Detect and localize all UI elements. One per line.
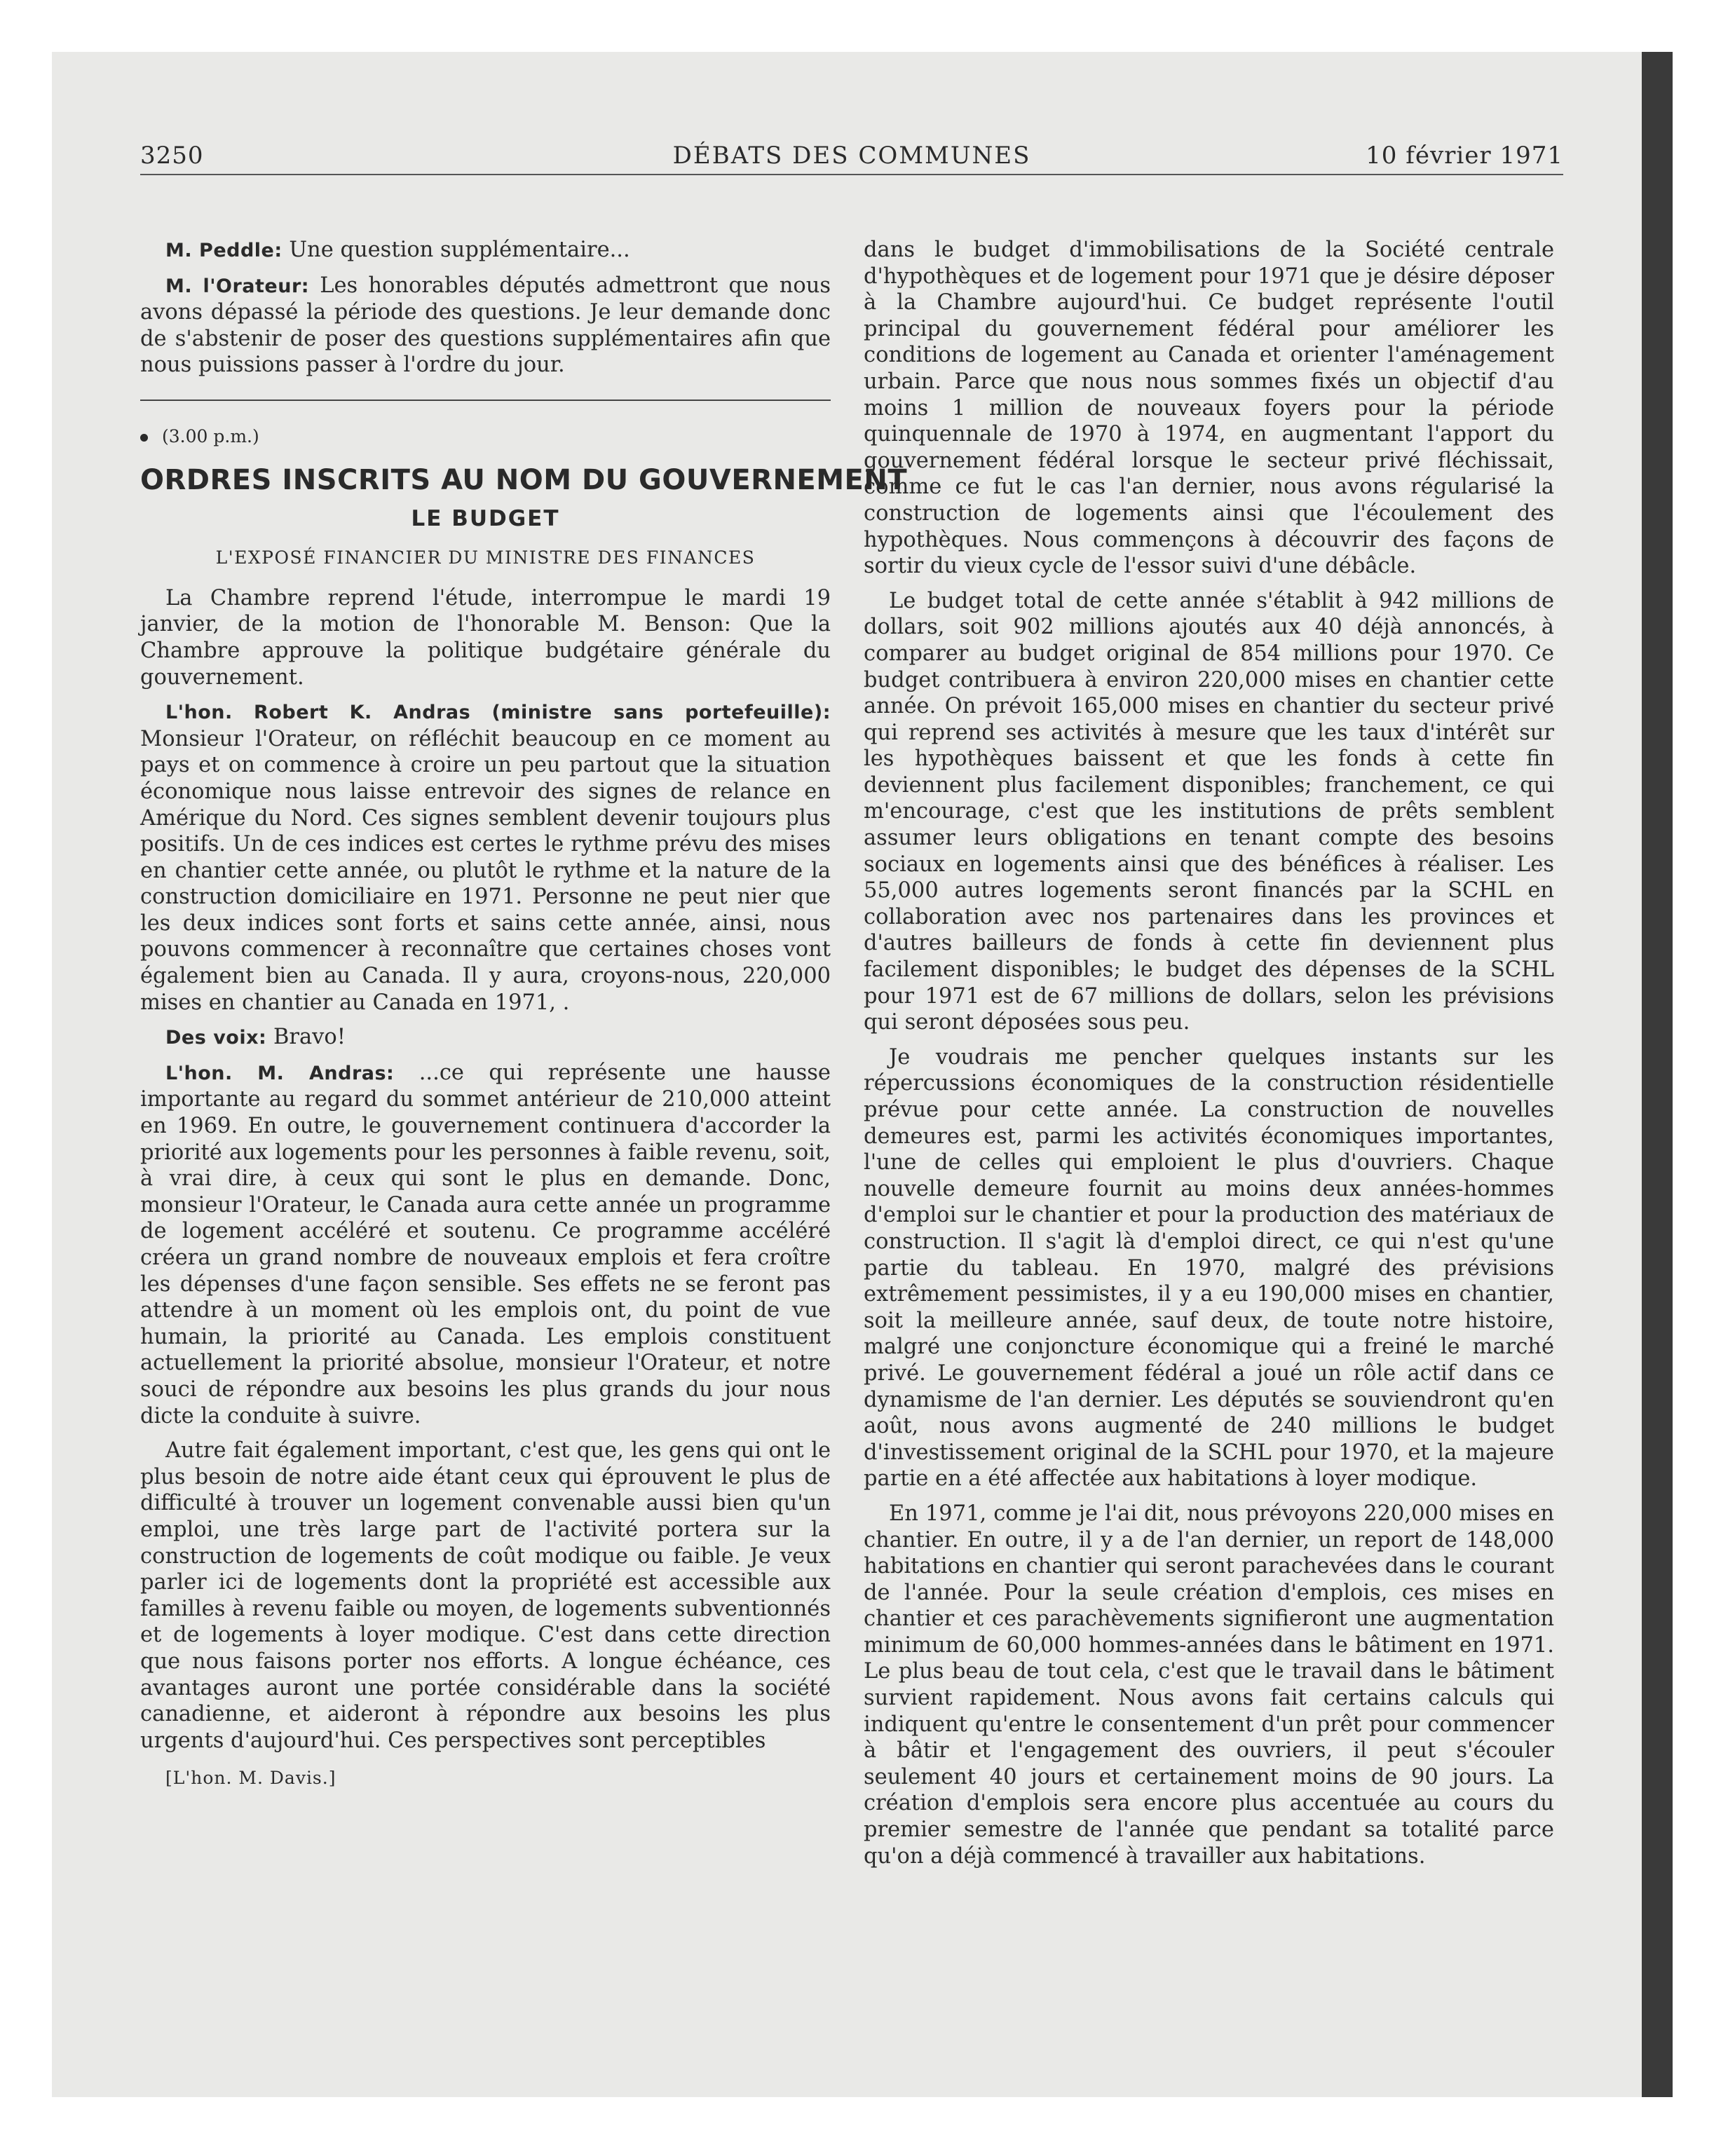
paragraph: La Chambre reprend l'étude, interrompue le mardi 19 janvier, de la motion de l'honorable M. Benson: Que la Chambre approuve la politique budgétaire générale du gouvernement. [140,585,831,690]
header-date: 10 février 1971 [1366,142,1563,170]
bullet-icon [140,434,148,442]
subsubheading: L'EXPOSÉ FINANCIER DU MINISTRE DES FINANCES [215,547,756,568]
speech-text: ...ce qui représente une hausse importante au regard du sommet antérieur de 210,000 atteint en 1969. En outre, le gouvernement continuera d'accorder la priorité aux logements pour les personnes à faible revenu, soit, à vrai dire, à ceux qui sont le plus en demande. Donc, monsieur l'Orateur, le Canada aura cette année un programme de logement accéléré et soutenu. Ce programme accéléré créera un grand nombre de nouveaux emplois et fera croître les dépenses d'une façon sensible. Ses effets ne se feront pas attendre à un moment où les emplois ont, du point de vue humain, la priorité au Canada. Les emplois constituent actuellement la priorité absolue, monsieur l'Orateur, et notre souci de répondre aux besoins les plus grands du jour nous dicte la conduite à suivre. [140,1060,831,1428]
right-column [864,237,1554,1878]
paragraph [140,1024,831,1051]
paragraph: En 1971, comme je l'ai dit, nous prévoyons 220,000 mises en chantier. En outre, il y a de l'an dernier, un report de 148,000 habitations en chantier qui seront parachevées dans le courant de l'année. Pour la seule création d'emplois, ces mises en chantier et ces parachèvements signifieront une augmentation minimum de 60,000 hommes-années dans le bâtiment en 1971. Le plus beau de tout cela, c'est que le travail dans le bâtiment survient rapidement. Nous avons fait certains calculs qui indiquent qu'entre le consentement d'un prêt pour commencer à bâtir et l'engagement des ouvriers, il peut s'écouler seulement 40 jours et certainement moins de 90 jours. La création d'emplois sera encore plus accentuée au cours du premier semestre de l'année que pendant sa totalité parce qu'on a déjà commencé à travailler aux habitations. [864,1501,1554,1869]
paragraph [140,1060,831,1429]
footer-note: [L'hon. M. Davis.] [165,1768,336,1789]
paragraph: Autre fait également important, c'est que, les gens qui ont le plus besoin de notre aide étant ceux qui éprouvent le plus de difficulté à trouver un logement convenable aussi bien qu'un emploi, une très large part de l'activité portera sur la construction de logements de coût modique ou faible. Je veux parler ici de logements dont la propriété est accessible aux familles à revenu faible ou moyen, de logements subventionnés et de logements à loyer modique. C'est dans cette direction que nous faisons porter nos efforts. A longue échéance, ces avantages auront une portée considérable dans la société canadienne, et aideront à répondre aux besoins les plus urgents d'aujourd'hui. Ces perspectives sont perceptibles [140,1438,831,1753]
speech-text: Les honorables députés admettront que nous avons dépassé la période des questions. Je leur demande donc de s'abstenir de poser des questions supplémentaires afin que nous puissions passer à l'ordre du jour. [140,273,831,378]
subheading: LE BUDGET [411,505,560,531]
speech-text: Une question supplémentaire... [282,238,630,262]
paragraph [140,237,831,264]
time-text: (3.00 p.m.) [162,425,259,446]
section-divider [140,400,831,401]
paragraph [140,273,831,378]
section-heading: ORDRES INSCRITS AU NOM DU GOUVERNEMENT [140,463,908,496]
left-column [140,237,908,1792]
time-stamp [140,423,831,450]
paragraph [140,699,831,1016]
page-number: 3250 [140,142,204,170]
paragraph: dans le budget d'immobilisations de la Société centrale d'hypothèques et de logement pour 1971 que je désire déposer à la Chambre aujourd'hui. Ce budget représente l'outil principal du gouvernement fédéral pour améliorer les conditions de logement au Canada et orienter l'aménagement urbain. Parce que nous nous sommes fixés un objectif d'au moins 1 million de nouveaux foyers pour la période quinquennale de 1970 à 1974, en augmentant l'apport du gouvernement fédéral lorsque le secteur privé fléchissait, comme ce fut le cas l'an dernier, nous avons régularisé la construction de logements ainsi que l'écoulement des hypothèques. Nous commençons à découvrir des façons de sortir du vieux cycle de l'essor suivi d'une débâcle. [864,238,1554,579]
speaker-name: L'hon. M. Andras: [165,1062,395,1084]
running-header [140,142,1563,175]
paragraph: Je voudrais me pencher quelques instants sur les répercussions économiques de la construction résidentielle prévue pour cette année. La construction de nouvelles demeures est, parmi les activités économiques importantes, l'une de celles qui emploient le plus d'ouvriers. Chaque nouvelle demeure fournit au moins deux années-hommes d'emploi sur le chantier et pour la production des matériaux de construction. Il s'agit là d'emploi direct, ce qui n'est qu'une partie du tableau. En 1970, malgré des prévisions extrêmement pessimistes, il y a eu 190,000 mises en chantier, soit la meilleure année, sauf deux, de toute notre histoire, malgré une conjoncture économique qui a freiné le marché privé. Le gouvernement fédéral a joué un rôle actif dans ce dynamisme de l'an dernier. Les députés se souviendront qu'en août, nous avons augmenté de 240 millions le budget d'investissement original de la SCHL pour 1970, et la majeure partie en a été affectée aux habitations à loyer modique. [864,1044,1554,1492]
speaker-name: L'hon. Robert K. Andras (ministre sans portefeuille): [165,702,831,724]
speaker-name: M. Peddle: [165,240,283,261]
speech-text: Monsieur l'Orateur, on réfléchit beaucoup en ce moment au pays et on commence à croire un peu partout que la situation économique nous laisse entrevoir des signes de relance en Amérique du Nord. Ces signes semblent devenir toujours plus positifs. Un de ces indices est certes le rythme prévu des mises en chantier cette année, ou plutôt le rythme et la nature de la construction domiciliaire en 1971. Personne ne peut nier que les deux indices sont forts et sains cette année, ainsi, nous pouvons commencer à reconnaître que certaines choses vont également bien au Canada. Il y aura, croyons-nous, 220,000 mises en chantier au Canada en 1971, . [140,726,831,1015]
publication-title: DÉBATS DES COMMUNES [672,142,1031,170]
speaker-name: Des voix: [165,1027,267,1049]
speech-text: Bravo! [266,1025,346,1050]
speaker-name: M. l'Orateur: [165,275,310,297]
paragraph: Le budget total de cette année s'établit à 942 millions de dollars, soit 902 millions ajoutés aux 40 déjà annoncés, à comparer au budget original de 854 millions pour 1970. Ce budget contribuera à environ 220,000 mises en chantier cette année. On prévoit 165,000 mises en chantier du secteur privé qui reprend ses activités à mesure que les taux d'intérêt sur les hypothèques baissent et que les fonds à cette fin deviennent plus facilement disponibles; franchement, ce qui m'encourage, c'est que les institutions de prêts semblent assumer leurs obligations en tenant compte des besoins sociaux en logements ainsi que des bénéfices à réaliser. Les 55,000 autres logements seront financés par la SCHL en collaboration avec nos partenaires dans les provinces et d'autres bailleurs de fonds à cette fin deviennent plus facilement disponibles; le budget des dépenses de la SCHL pour 1971 est de 67 millions de dollars, selon les prévisions qui seront déposées sous peu. [864,588,1554,1035]
page-edge-shadow [1642,52,1673,2097]
